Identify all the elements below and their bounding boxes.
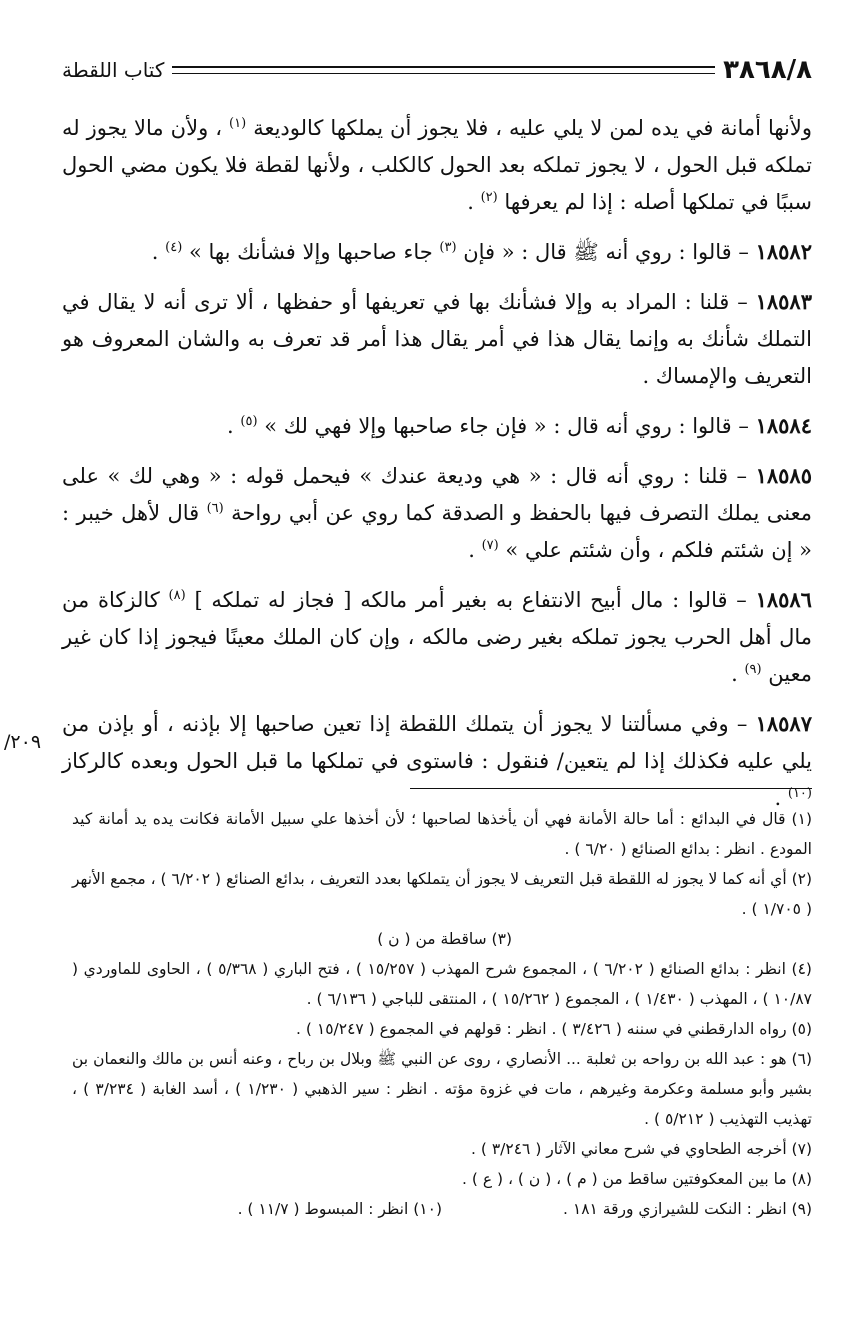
text-run: جاء صاحبها وإلا فشأنك بها » <box>189 240 433 264</box>
footnote: (٦) هو : عبد الله بن رواحه بن ثعلبة ... الأنصاري ، روى عن النبي ﷺ وبلال بن رباح ، وعنه أنس بن مالك والنعمان بن بشير وأبو مسلمة وعكرمة وغيرهم ، مات في غزوة مؤته . انظر : سير الذهبي ( ١/٢٣٠ ) ، أسد الغابة ( ٣/٢٣٤ ) ، تهذيب التهذيب ( ٥/٢١٢ ) . <box>72 1050 813 1128</box>
text-run: – قالوا : روي أنه قال : « فإن جاء صاحبها وإلا فهي لك » <box>264 414 749 438</box>
paragraph-number: ١٨٥٨٢ <box>755 239 812 264</box>
paragraph-number: ١٨٥٨٦ <box>755 587 812 612</box>
paragraph <box>62 110 812 221</box>
book-title: كتاب اللقطة <box>62 58 165 82</box>
text-run: . <box>151 240 159 264</box>
paragraph <box>62 233 812 271</box>
text-run: قال لأهل خيبر : « إن شئتم فلكم ، وأن شئتم علي » <box>62 501 812 562</box>
paragraph-number: ١٨٥٨٧ <box>755 711 812 736</box>
paragraph <box>62 457 812 569</box>
text-run: ولأنها أمانة في يده لمن لا يلي عليه ، فلا يجوز أن يملكها كالوديعة <box>253 116 812 140</box>
footnotes <box>72 804 812 1224</box>
paragraph-number: ١٨٥٨٣ <box>755 289 812 314</box>
footnote: (٤) انظر : بدائع الصنائع ( ٦/٢٠٢ ) ، المجموع شرح المهذب ( ١٥/٢٥٧ ) ، فتح الباري ( ٥/٣٦٨ ) ، الحاوى للماوردي ( ١٠/٨٧ ) ، المهذب ( ١/٤٣٠ ) ، المجموع ( ١٥/٢٦٢ ) ، المنتقى للباجي ( ٦/١٣٦ ) . <box>72 960 812 1008</box>
footnote: (١٠) انظر : المبسوط ( ١١/٧ ) . <box>237 1200 442 1218</box>
footnote-ref: (٧) <box>481 538 499 553</box>
footnote-ref: (٦) <box>206 501 224 516</box>
footnote: (٨) ما بين المعكوفتين ساقط من ( م ) ، ( ن ) ، ( ع ) . <box>462 1170 812 1188</box>
page-number: ٣٨٦٨/٨ <box>723 55 812 85</box>
text-run: . <box>774 786 782 810</box>
footnote-ref: (١٠) <box>787 786 812 801</box>
footnote-ref: (١) <box>229 116 247 131</box>
text-run: . <box>468 538 475 562</box>
paragraph-number: ١٨٥٨٥ <box>755 463 812 488</box>
footnote-divider <box>410 788 812 789</box>
paragraph <box>62 283 812 395</box>
footnote-row <box>72 1194 812 1224</box>
footnote: (٧) أخرجه الطحاوي في شرح معاني الآثار ( ٣/٢٤٦ ) . <box>471 1140 812 1158</box>
paragraph <box>62 407 812 445</box>
text-run: . <box>467 190 474 214</box>
footnote: (٢) أي أنه كما لا يجوز له اللقطة قبل التعريف لا يجوز أن يتملكها بعدد التعريف ، بدائع الصنائع ( ٦/٢٠٢ ) ، مجمع الأنهر ( ١/٧٠٥ ) . <box>72 870 813 918</box>
text-run: . <box>227 414 234 438</box>
text-run: – قالوا : روي أنه ﷺ قال : « فإن <box>463 240 749 264</box>
footnote-ref: (٨) <box>168 588 186 603</box>
footnote: (٥) رواه الدارقطني في سننه ( ٣/٤٢٦ ) . انظر : قولهم في المجموع ( ١٥/٢٤٧ ) . <box>296 1020 812 1038</box>
footnote-ref: (٣) <box>439 240 457 255</box>
margin-page-marker: ٢٠٩/ <box>4 731 42 753</box>
footnote-row <box>72 864 812 924</box>
header-rule <box>172 66 715 74</box>
footnote: (١) قال في البدائع : أما حالة الأمانة فهي أن يأخذها لصاحبها ؛ لأن أخذها علي سبيل الأمانة فكانت يده يد أمانة كيد المودع . انظر : بدائع الصنائع ( ٦/٢٠ ) . <box>72 810 812 858</box>
text-run: – قالوا : مال أبيح الانتفاع به بغير أمر مالكه [ فجاز له تملكه ] <box>194 588 747 612</box>
text-run: كالزكاة من مال أهل الحرب يجوز تملكه بغير رضى مالكه ، وإن كان الملك معينًا فيجوز إذا كان غير معين <box>62 588 812 686</box>
paragraph-number: ١٨٥٨٤ <box>755 413 812 438</box>
footnote-ref: (٥) <box>240 414 258 429</box>
main-text <box>62 110 812 829</box>
text-run: . <box>731 662 738 686</box>
footnote-ref: (٩) <box>744 662 762 677</box>
text-run: – قلنا : روي أنه قال : « هي وديعة عندك » فيحمل قوله : « وهي لك » على معنى يملك التصرف فيها بالحفظ و الصدقة كما روي عن أبي رواحة <box>62 464 812 525</box>
footnote-ref: (٢) <box>480 190 498 205</box>
page-header <box>62 50 812 90</box>
footnote-ref: (٤) <box>165 240 183 255</box>
footnote: (٩) انظر : النكت للشيرازي ورقة ١٨١ . <box>563 1200 812 1218</box>
paragraph <box>62 581 812 693</box>
footnote: (٣) ساقطة من ( ن ) <box>377 930 512 948</box>
text-run: – قلنا : المراد به وإلا فشأنك بها في تعريفها أو حفظها ، ألا ترى أنه لا يقال في التملك شأنك به وإنما يقال هذا في أمر يقال هذا أمر قد تعرف به والشان المعروف هو التعريف والإمساك . <box>62 290 812 388</box>
paragraph <box>62 705 812 817</box>
text-run: ، ولأن مالا يجوز له تملكه قبل الحول ، لا يجوز تملكه بعد الحول كالكلب ، ولأنها لقطة فلا يكون مضي الحول سببًا في تملكها أصله : إذا لم يعرفها <box>62 116 812 214</box>
text-run: – وفي مسألتنا لا يجوز أن يتملك اللقطة إذا تعين صاحبها إلا بإذنه ، أو بإذن من يلي عليه فكذلك إذا لم يتعين/ فنقول : فاستوى في تملكها ما قبل الحول وبعده كالركاز <box>62 712 812 773</box>
